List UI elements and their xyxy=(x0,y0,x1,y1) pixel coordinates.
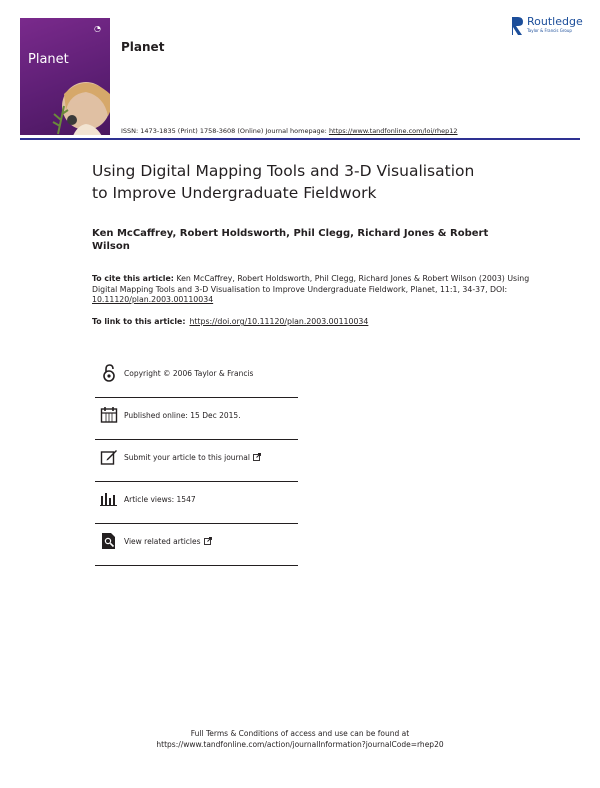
issn-line xyxy=(121,127,458,135)
calendar-icon xyxy=(100,406,118,424)
info-row-copyright xyxy=(95,356,298,398)
article-link-line xyxy=(92,317,532,327)
publisher-subtitle: Taylor & Francis Group xyxy=(527,28,572,33)
journal-homepage-link[interactable]: https://www.tandfonline.com/loi/rhep12 xyxy=(328,127,458,135)
cite-text: Ken McCaffrey, Robert Holdsworth, Phil Clegg, Richard Jones & Robert Wilson (2003) Using Digital Mapping Tools and 3-D Visualisation to Improve Undergraduate Fieldwork, Planet, 11:1, 34-37, DOI: xyxy=(92,274,530,294)
article-url-link[interactable]: https://doi.org/10.11120/plan.2003.00110034 xyxy=(189,317,369,326)
article-info-list xyxy=(95,356,298,566)
cover-logo-icon: ◔ xyxy=(94,24,101,33)
link-label: To link to this article: xyxy=(92,317,186,326)
footer-line1: Full Terms & Conditions of access and use can be found at xyxy=(190,729,410,738)
header-divider xyxy=(20,138,580,140)
info-row-published xyxy=(95,398,298,440)
journal-cover-image xyxy=(20,18,110,135)
external-link-icon xyxy=(204,537,212,545)
routledge-r-icon xyxy=(510,16,524,36)
info-row-views xyxy=(95,482,298,524)
footer-terms-link[interactable]: https://www.tandfonline.com/action/journalInformation?journalCode=rhep20 xyxy=(156,740,444,749)
article-authors: Ken McCaffrey, Robert Holdsworth, Phil Clegg, Richard Jones & Robert Wilson xyxy=(92,228,489,252)
publisher-name: Routledge xyxy=(527,15,583,28)
terms-footer xyxy=(0,728,600,750)
bar-chart-icon xyxy=(100,490,118,508)
views-text: Article views: 1547 xyxy=(124,495,196,504)
submit-article-link[interactable] xyxy=(124,453,261,462)
info-row-submit[interactable] xyxy=(95,440,298,482)
article-title xyxy=(92,160,562,204)
journal-name: Planet xyxy=(121,40,165,54)
cover-title: Planet xyxy=(28,52,69,67)
external-link-icon xyxy=(253,453,261,461)
article-title-line1: Using Digital Mapping Tools and 3-D Visualisation xyxy=(92,162,475,180)
copyright-text: Copyright © 2006 Taylor & Francis xyxy=(124,369,254,378)
citation-block xyxy=(92,274,532,306)
published-text: Published online: 15 Dec 2015. xyxy=(124,411,241,420)
cite-label: To cite this article: xyxy=(92,274,174,283)
cover-photo-icon xyxy=(34,76,110,135)
article-title-line2: to Improve Undergraduate Fieldwork xyxy=(92,184,377,202)
related-text: View related articles xyxy=(124,537,201,546)
related-articles-link[interactable] xyxy=(124,537,212,546)
related-search-icon xyxy=(100,532,118,550)
issn-text: ISSN: 1473-1835 (Print) 1758-3608 (Online) Journal homepage: xyxy=(121,127,329,135)
open-access-lock-icon xyxy=(100,364,118,382)
doi-link[interactable]: 10.11120/plan.2003.00110034 xyxy=(92,295,214,304)
edit-pencil-icon xyxy=(100,448,118,466)
submit-text: Submit your article to this journal xyxy=(124,453,250,462)
publisher-logo xyxy=(510,16,583,36)
info-row-related[interactable] xyxy=(95,524,298,566)
